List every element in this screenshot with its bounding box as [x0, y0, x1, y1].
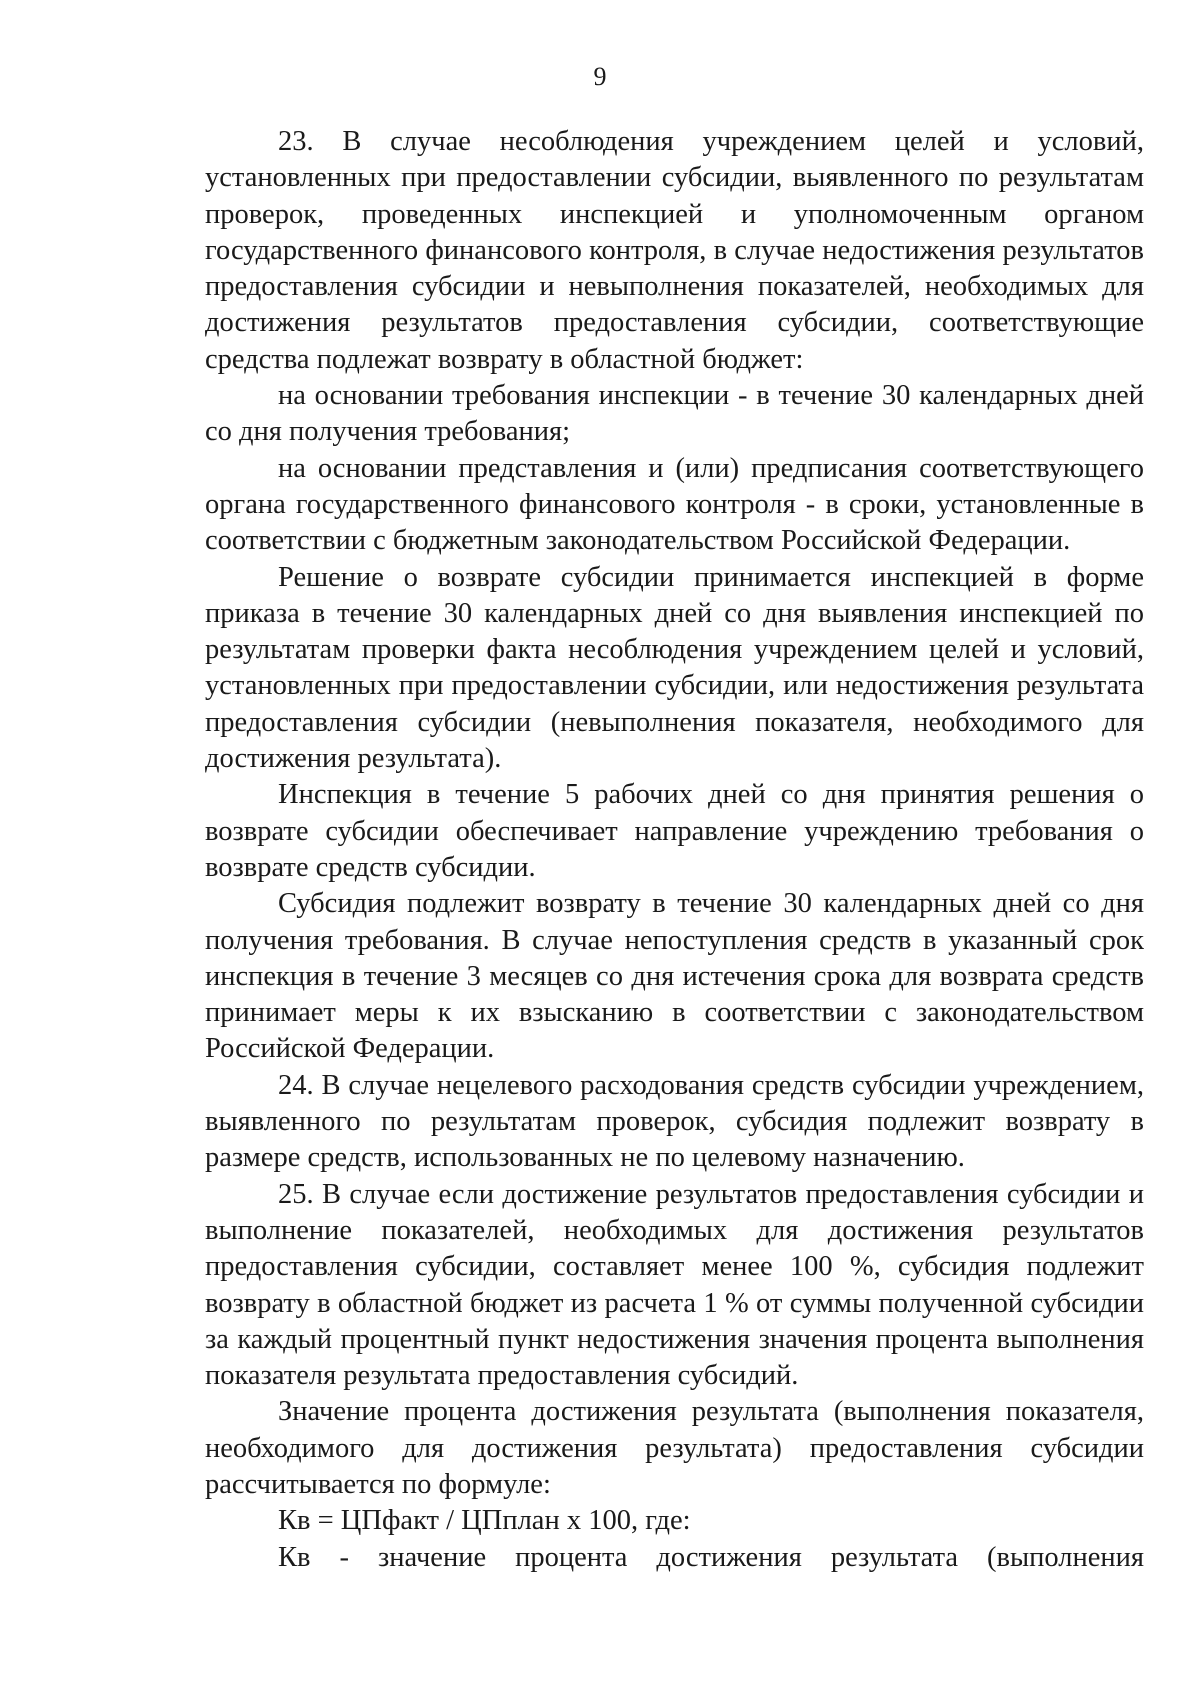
definition-line — [205, 1540, 1144, 1576]
paragraph-return-decision: Решение о возврате субсидии принимается инспекцией в форме приказа в течение 30 календарных дней со дня выявления инспекцией по результатам проверки факта несоблюдения учреждением целей и условий, установленных при предоставлении субсидии, или недостижения результата предоставления субсидии (невыполнения показателя, необходимого для достижения результата). — [205, 561, 1144, 775]
paragraph-23-intro: 23. В случае несоблюдения учреждением целей и условий, установленных при предоставлении субсидии, выявленного по результатам проверок, проведенных инспекцией и уполномоченным органом государственного финансового контроля, в случае недостижения результатов предоставления субсидии и невыполнения показателей, необходимых для достижения результатов предоставления субсидии, соответствующие средства подлежат возврату в областной бюджет: — [205, 126, 1144, 375]
paragraph-25-underachievement: 25. В случае если достижение результатов предоставления субсидии и выполнение показателей, необходимых для достижения результатов предоставления субсидии, составляет менее 100 %, субсидия подлежит возврату в областной бюджет из расчета 1 % от суммы полученной субсидии за каждый процентный пункт недостижения значения процента выполнения показателя результата предоставления субсидий. — [205, 1178, 1144, 1392]
definition-word: достижения — [656, 1541, 802, 1573]
definition-word: процента — [515, 1541, 628, 1573]
paragraph-formula-intro: Значение процента достижения результата (выполнения показателя, необходимого для достижения результата) предоставления субсидии рассчитывается по формуле: — [205, 1396, 1144, 1500]
page-number: 9 — [593, 62, 607, 91]
definition-word: - — [339, 1541, 349, 1573]
paragraph-control-body-order: на основании представления и (или) предписания соответствующего органа государственного финансового контроля - в сроки, установленные в соответствии с бюджетным законодательством Российской Федерации. — [205, 452, 1144, 557]
document-body — [205, 124, 1144, 1576]
definition-word: Кв — [278, 1541, 311, 1573]
definition-word: результата — [830, 1541, 959, 1573]
paragraph-return-deadline: Субсидия подлежит возврату в течение 30 календарных дней со дня получения требования. В случае непоступления средств в указанный срок инспекция в течение 3 месяцев со дня истечения срока для возврата средств принимает меры к их взысканию в соответствии с законодательством Российской Федерации. — [205, 888, 1144, 1065]
definition-word: значение — [377, 1541, 487, 1573]
definition-word: (выполнения — [987, 1541, 1144, 1573]
formula-line: Кв = ЦПфакт / ЦПплан х 100, где: — [278, 1505, 691, 1537]
paragraph-inspection-requirement: на основании требования инспекции - в течение 30 календарных дней со дня получения требования; — [205, 380, 1144, 448]
paragraph-return-notice: Инспекция в течение 5 рабочих дней со дня принятия решения о возврате субсидии обеспечивает направление учреждению требования о возврате средств субсидии. — [205, 779, 1144, 883]
paragraph-24-misuse: 24. В случае нецелевого расходования средств субсидии учреждением, выявленного по результатам проверок, субсидия подлежит возврату в размере средств, использованных не по целевому назначению. — [205, 1069, 1144, 1174]
